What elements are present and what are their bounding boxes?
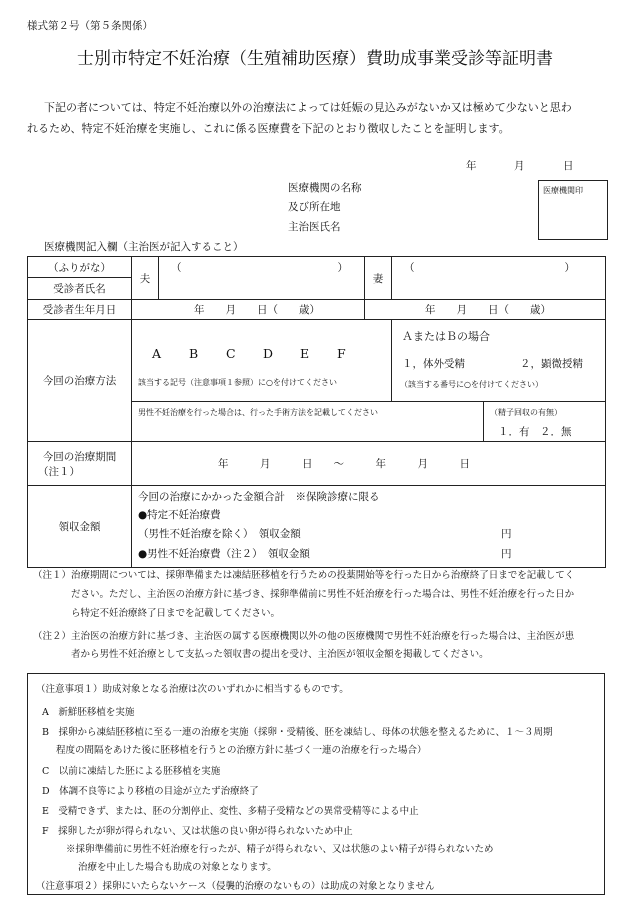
sperm-recovery-label: （精子回収の有無） [490, 408, 562, 417]
ab-option-icsi[interactable]: ２，顕微授精 [520, 358, 583, 370]
birth-label-cell [28, 300, 132, 320]
fee-specific-amount-label: （男性不妊治療を除く） 領収金額 [138, 528, 301, 540]
fee-male-yen: 円 [501, 548, 512, 560]
option-e[interactable]: E [300, 346, 310, 361]
furigana-label-cell [28, 257, 132, 278]
form-number: 様式第２号（第５条関係） [27, 20, 153, 32]
caution-item-f: F 採卵したが卵が得られない、又は状態の良い卵が得られないため中止 [42, 826, 353, 837]
wife-birth-field[interactable] [365, 300, 606, 320]
ab-option-ivf[interactable]: １，体外受精 [402, 358, 465, 370]
date-month-label: 月 [514, 160, 525, 172]
husband-paren-close: ） [337, 262, 348, 274]
wife-furigana-field[interactable] [392, 257, 606, 278]
option-d[interactable]: D [263, 346, 274, 361]
wife-birth-text: 年 月 日（ 歳） [425, 304, 551, 316]
institution-name-label: 医療機関の名称 [288, 182, 362, 194]
institution-seal-box [538, 180, 608, 240]
husband-birth-field[interactable] [132, 300, 365, 320]
caution-1-heading: （注意事項１）助成対象となる治療は次のいずれかに相当するものです。 [36, 684, 349, 695]
sperm-recovery-options[interactable]: １．有 ２．無 [498, 426, 572, 438]
male-surgery-field[interactable] [132, 402, 484, 442]
caution-item-b-line-1: B 採卵から凍結胚移植に至る一連の治療を実施（採卵・受精後、胚を凍結し、母体の状態を整えるために、１～３周期 [42, 727, 553, 738]
note-1-line-1: （注１）治療期間については、採卵準備または凍結胚移植を行うための投薬開始等を行った日から治療終了日までを記載してく [33, 570, 575, 581]
furigana-label: （ふりがな） [48, 261, 111, 274]
birth-label: 受診者生年月日 [42, 304, 117, 316]
note-2-line-2: 者から男性不妊治療として支払った領収書の提出を受け、主治医が領収金額を掲載してください。 [71, 649, 489, 660]
husband-paren-open: （ [171, 262, 182, 274]
date-day-label: 日 [563, 160, 574, 172]
certificate-table [27, 256, 606, 568]
option-a[interactable]: A [152, 346, 162, 361]
male-surgery-note: 男性不妊治療を行った場合は、行った手術方法を記載してください [138, 408, 378, 417]
caution-item-d: D 体調不良等により移植の目途が立たず治療終了 [42, 786, 259, 797]
caution-item-a: A 新鮮胚移植を実施 [42, 707, 135, 718]
option-f[interactable]: F [337, 346, 346, 361]
name-label: 受診者氏名 [53, 283, 106, 295]
doctor-name-label: 主治医氏名 [288, 221, 341, 233]
method-label-cell [28, 320, 132, 442]
seal-label: 医療機関印 [543, 186, 583, 195]
name-label-cell [28, 278, 132, 300]
sperm-recovery-cell[interactable] [484, 402, 606, 442]
ab-case-title: ＡまたはＢの場合 [402, 330, 490, 343]
option-b[interactable]: B [189, 346, 199, 361]
fee-field[interactable] [132, 486, 606, 568]
letters-note: 該当する記号（注意事項１参照）に○を付けてください [138, 378, 337, 387]
fee-specific-yen: 円 [501, 528, 512, 540]
note-1-line-2: ださい。ただし、主治医の治療方針に基づき、採卵準備前に男性不妊治療を行った場合は、男性不妊治療を行った日か [71, 589, 575, 600]
period-field[interactable] [132, 442, 606, 486]
caution-item-b-line-2: 程度の間隔をあけた後に胚移植を行うとの治療方針に基づく一連の治療を行った場合） [56, 745, 427, 756]
period-note-ref: （注１） [38, 465, 80, 478]
caution-item-e: E 受精できず、または、胚の分割停止、変性、多精子受精などの異常受精等による中止 [42, 806, 419, 817]
method-letters-cell[interactable] [132, 320, 392, 402]
fee-specific-label: ●特定不妊治療費 [138, 509, 221, 521]
wife-paren-close: ） [564, 262, 575, 274]
intro-line-1: 下記の者については、特定不妊治療以外の治療法によっては妊娠の見込みがないか又は極めて少ないと思わ [44, 101, 572, 114]
wife-label-cell [365, 257, 392, 300]
fee-male-amount-label: ●男性不妊治療費（注２） 領収金額 [138, 548, 310, 560]
wife-paren-open: （ [404, 262, 415, 274]
period-label: 今回の治療期間 [42, 450, 117, 463]
ab-note: （該当する番号に○を付けてください） [400, 380, 543, 389]
husband-name-field[interactable] [159, 278, 365, 300]
option-c[interactable]: C [226, 346, 236, 361]
fee-label: 領収金額 [58, 521, 101, 533]
page-title: 士別市特定不妊治療（生殖補助医療）費助成事業受診等証明書 [77, 49, 553, 69]
note-1-line-3: ら特定不妊治療終了日までを記載してください。 [71, 608, 281, 619]
caution-item-f-note-2: 治療を中止した場合も助成の対象となります。 [78, 862, 277, 873]
fee-total-heading: 今回の治療にかかった金額合計 ※保険診療に限る [138, 491, 380, 503]
caution-2-heading: （注意事項２）採卵にいたらないケース（侵襲的治療のないもの）は助成の対象となりません [36, 881, 435, 892]
intro-line-2: れるため、特定不妊治療を実施し、これに係る医療費を下記のとおり徴収したことを証明します。 [27, 122, 510, 135]
note-2-line-1: （注２）主治医の治療方針に基づき、主治医の属する医療機関以外の他の医療機関で男性不妊治療を行った場合は、主治医が患 [33, 631, 575, 642]
method-label: 今回の治療方法 [42, 375, 117, 387]
caution-item-f-note-1: ※採卵準備前に男性不妊治療を行ったが、精子が得られない、又は状態のよい精子が得られないため [66, 844, 494, 855]
caution-item-c: C 以前に凍結した胚による胚移植を実施 [42, 766, 221, 777]
husband-label: 夫 [139, 272, 151, 285]
husband-furigana-field[interactable] [159, 257, 365, 278]
institution-address-label: 及び所在地 [288, 201, 341, 213]
period-text: 年 月 日 ～ 年 月 日 [218, 458, 470, 470]
date-year-label: 年 [466, 160, 477, 172]
caution-box [27, 673, 605, 895]
period-label-cell [28, 442, 132, 486]
ab-case-cell[interactable] [392, 320, 606, 402]
section-label: 医療機関記入欄（主治医が記入すること） [44, 241, 244, 253]
wife-name-field[interactable] [392, 278, 606, 300]
fee-label-cell [28, 486, 132, 568]
husband-birth-text: 年 月 日（ 歳） [194, 304, 320, 316]
husband-label-cell [132, 257, 159, 300]
wife-label: 妻 [372, 272, 384, 285]
